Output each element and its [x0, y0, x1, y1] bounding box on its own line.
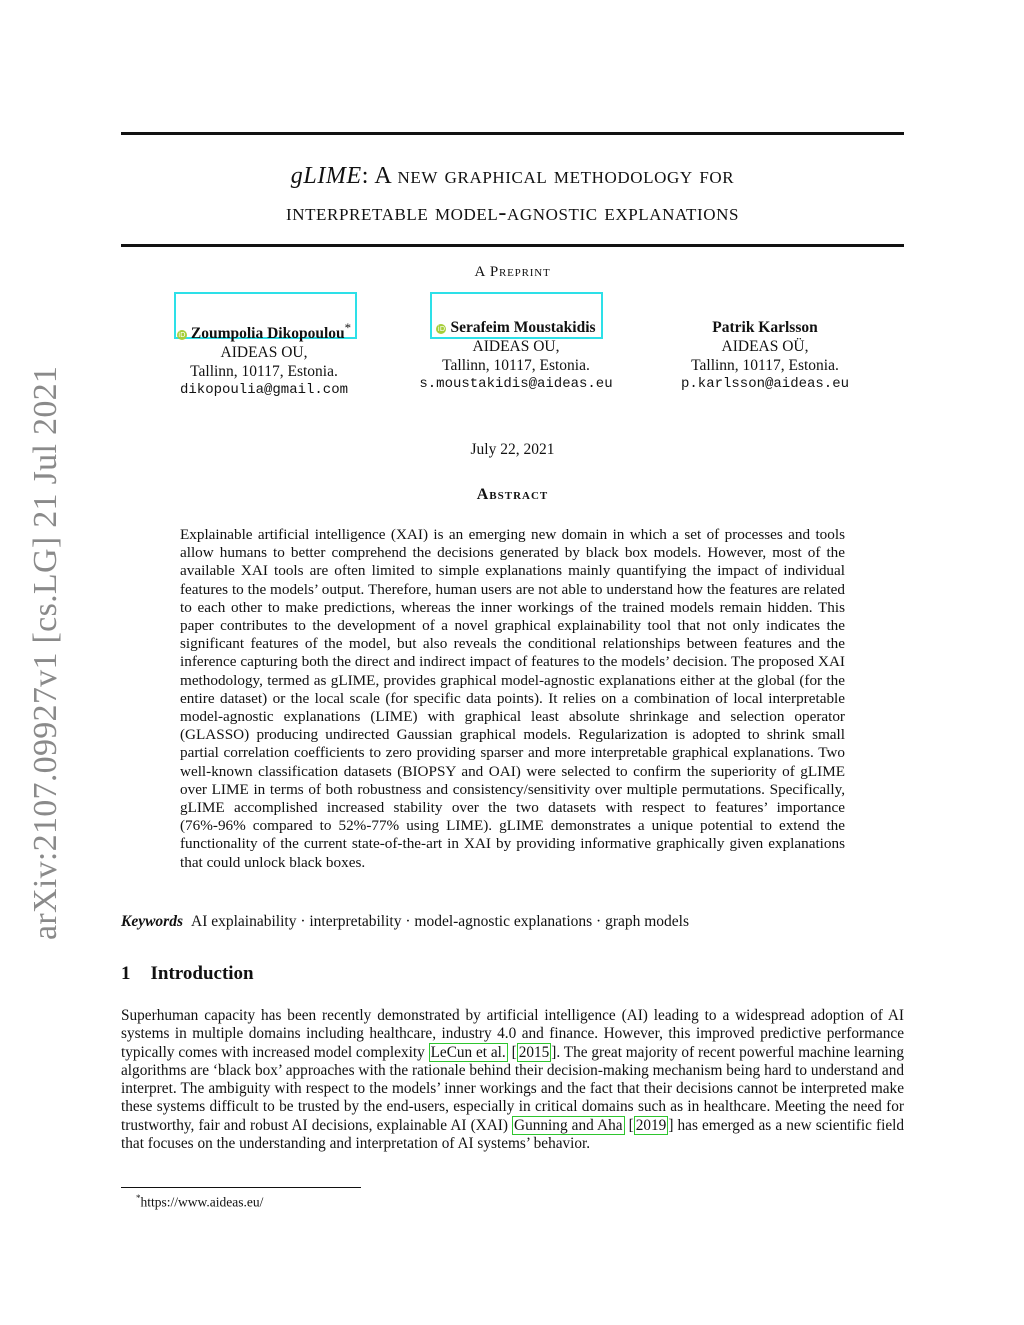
title-italic-glime: gLIME	[290, 163, 362, 189]
author-email: dikopoulia@gmail.com	[179, 382, 349, 399]
publication-date: July 22, 2021	[470, 441, 555, 458]
author-footnote-marker: *	[344, 320, 352, 335]
footnote-url[interactable]: https://www.aideas.eu/	[140, 1194, 264, 1210]
author-name[interactable]: Serafeim Moustakidis	[450, 319, 596, 336]
author-address: Tallinn, 10117, Estonia.	[190, 363, 338, 381]
author-name: Patrik Karlsson	[712, 319, 818, 336]
author-affiliation: AIDEAS OÜ,	[721, 338, 809, 355]
author-affiliation: AIDEAS OU,	[220, 344, 308, 362]
author-block-2	[386, 318, 646, 394]
author-email: p.karlsson@aideas.eu	[680, 376, 850, 392]
citation-year-link-gunning[interactable]: 2019	[635, 1116, 667, 1134]
section-title: Introduction	[150, 963, 254, 984]
author-block-1	[134, 318, 394, 400]
abstract-heading: Abstract	[476, 486, 549, 503]
orcid-icon[interactable]: iD	[437, 325, 446, 333]
paper-title-line-2: interpretable model-agnostic explanations	[285, 200, 740, 226]
abstract-text: Explainable artificial intelligence (XAI) is an emerging new domain in which a set of processes and tools allow humans to better comprehend the decisions generated by black box models. However, most of the available XAI tools are often limited to simple explanations mainly quantifying the impact of individual features to the models’ output. Therefore, human users are not able to understand how the features are related to each other to make predictions, whereas the inner workings of the trained models remain hidden. This paper contributes to the development of a novel graphical explainability tool that not only indicates the significant features of the model, but also reveals the conditional relationships between features and the inference capturing both the direct and indirect impact of features to the models’ decision. The proposed XAI methodology, termed as gLIME, provides graphical model-agnostic explanations either at the global (for the entire dataset) or the local scale (for specific data points). It relies on a combination of local interpretable model-agnostic explanations (LIME) with graphical least absolute shrinkage and selection operator (GLASSO) producing undirected Gaussian graphical models. Regularization is adopted to shrink small partial correlation coefficients to zero providing sparser and more interpretable graphical explanations. Two well-known classification datasets (BIOPSY and OAI) were selected to confirm the superiority of gLIME over LIME in terms of both robustness and consistency/sensitivity over multiple permutations. Specifically, gLIME accomplished increased stability over the two datasets with respect to features’ importance (76%-96% compared to 52%-77% using LIME). gLIME demonstrates a unique potential to extend the functionality of the current state-of-the-art in XAI by providing informative graphically given explanations that could unlock black boxes.	[180, 526, 845, 871]
intro-text-1: Superhuman capacity has been recently demonstrated by artificial intelligence (AI) leading to a widespread adoption of AI systems in multiple domains including healthcare, industry 4.0 and finance. However, this improved predictive performance typically comes with increased model complexity	[121, 1007, 904, 1061]
title-bottom-rule	[121, 244, 904, 247]
citation-link-lecun[interactable]: LeCun et al.	[430, 1043, 506, 1061]
author-email: s.moustakidis@aideas.eu	[419, 376, 613, 392]
arxiv-identifier: arXiv:2107.09927v1 [cs.LG] 21 Jul 2021	[27, 365, 64, 940]
author-address: Tallinn, 10117, Estonia.	[442, 357, 590, 374]
title-top-rule	[121, 132, 904, 135]
citation-link-gunning[interactable]: Gunning and Aha	[514, 1116, 623, 1134]
title-line-1-rest: : A new graphical methodology for	[361, 163, 735, 189]
intro-paragraph: Superhuman capacity has been recently demonstrated by artificial intelligence (AI) leading to a widespread adoption of AI systems in multiple domains including healthcare, industry 4.0 and finance. However, this improved predictive performance typically comes with increased model complexity LeCun et al. [ 2015 ]. The great majority of recent powerful machine learning algorithms are ‘black box’ approaches with the rationale behind their decision-making mechanism being hard to understand and interpret. The ambiguity with respect to the models’ inner workings and the fact that their decisions cannot be interpreted make these systems difficult to be trusted by the end-users, especially in critical domains such as in healthcare. Meeting the need for trustworthy, fair and robust AI decisions, explainable AI (XAI) Gunning and Aha [ 2019 ] has emerged as a new scientific field that focuses on the understanding and interpretation of AI systems’ behavior.	[121, 1007, 905, 1153]
author-affiliation: AIDEAS OU,	[472, 338, 560, 355]
preprint-label: A Preprint	[474, 264, 551, 280]
orcid-icon[interactable]: iD	[178, 331, 186, 340]
author-name[interactable]: Zoumpolia Dikopoulou	[190, 325, 345, 343]
section-heading	[121, 963, 254, 985]
keywords-line	[121, 913, 904, 931]
footnote	[136, 1193, 263, 1211]
author-address: Tallinn, 10117, Estonia.	[691, 357, 839, 374]
footnote-marker: *	[136, 1193, 141, 1203]
keywords-list: AI explainability · interpretability · model-agnostic explanations · graph models	[191, 913, 690, 930]
paper-title-line-1	[121, 163, 904, 190]
intro-text-2: . The great majority of recent powerful machine learning algorithms are ‘black box’ approaches with the rationale behind their decision-making mechanism being hard to understand and interpret. The ambiguity with respect to the models’ inner workings and the fact that their decisions cannot be interpreted make these systems difficult to be trusted by the end-users, especially in critical domains such as in healthcare. Meeting the need for trustworthy, fair and robust AI decisions, explainable AI (XAI)	[121, 1043, 904, 1134]
citation-year-link-lecun[interactable]: 2015	[518, 1043, 550, 1061]
section-number: 1	[121, 963, 131, 984]
intro-text-3: has emerged as a new scientific field that focuses on the understanding and interpretation of AI systems’ behavior.	[121, 1116, 905, 1153]
keywords-label: Keywords	[121, 913, 183, 930]
author-block-3	[635, 318, 895, 394]
footnote-rule	[121, 1187, 361, 1188]
